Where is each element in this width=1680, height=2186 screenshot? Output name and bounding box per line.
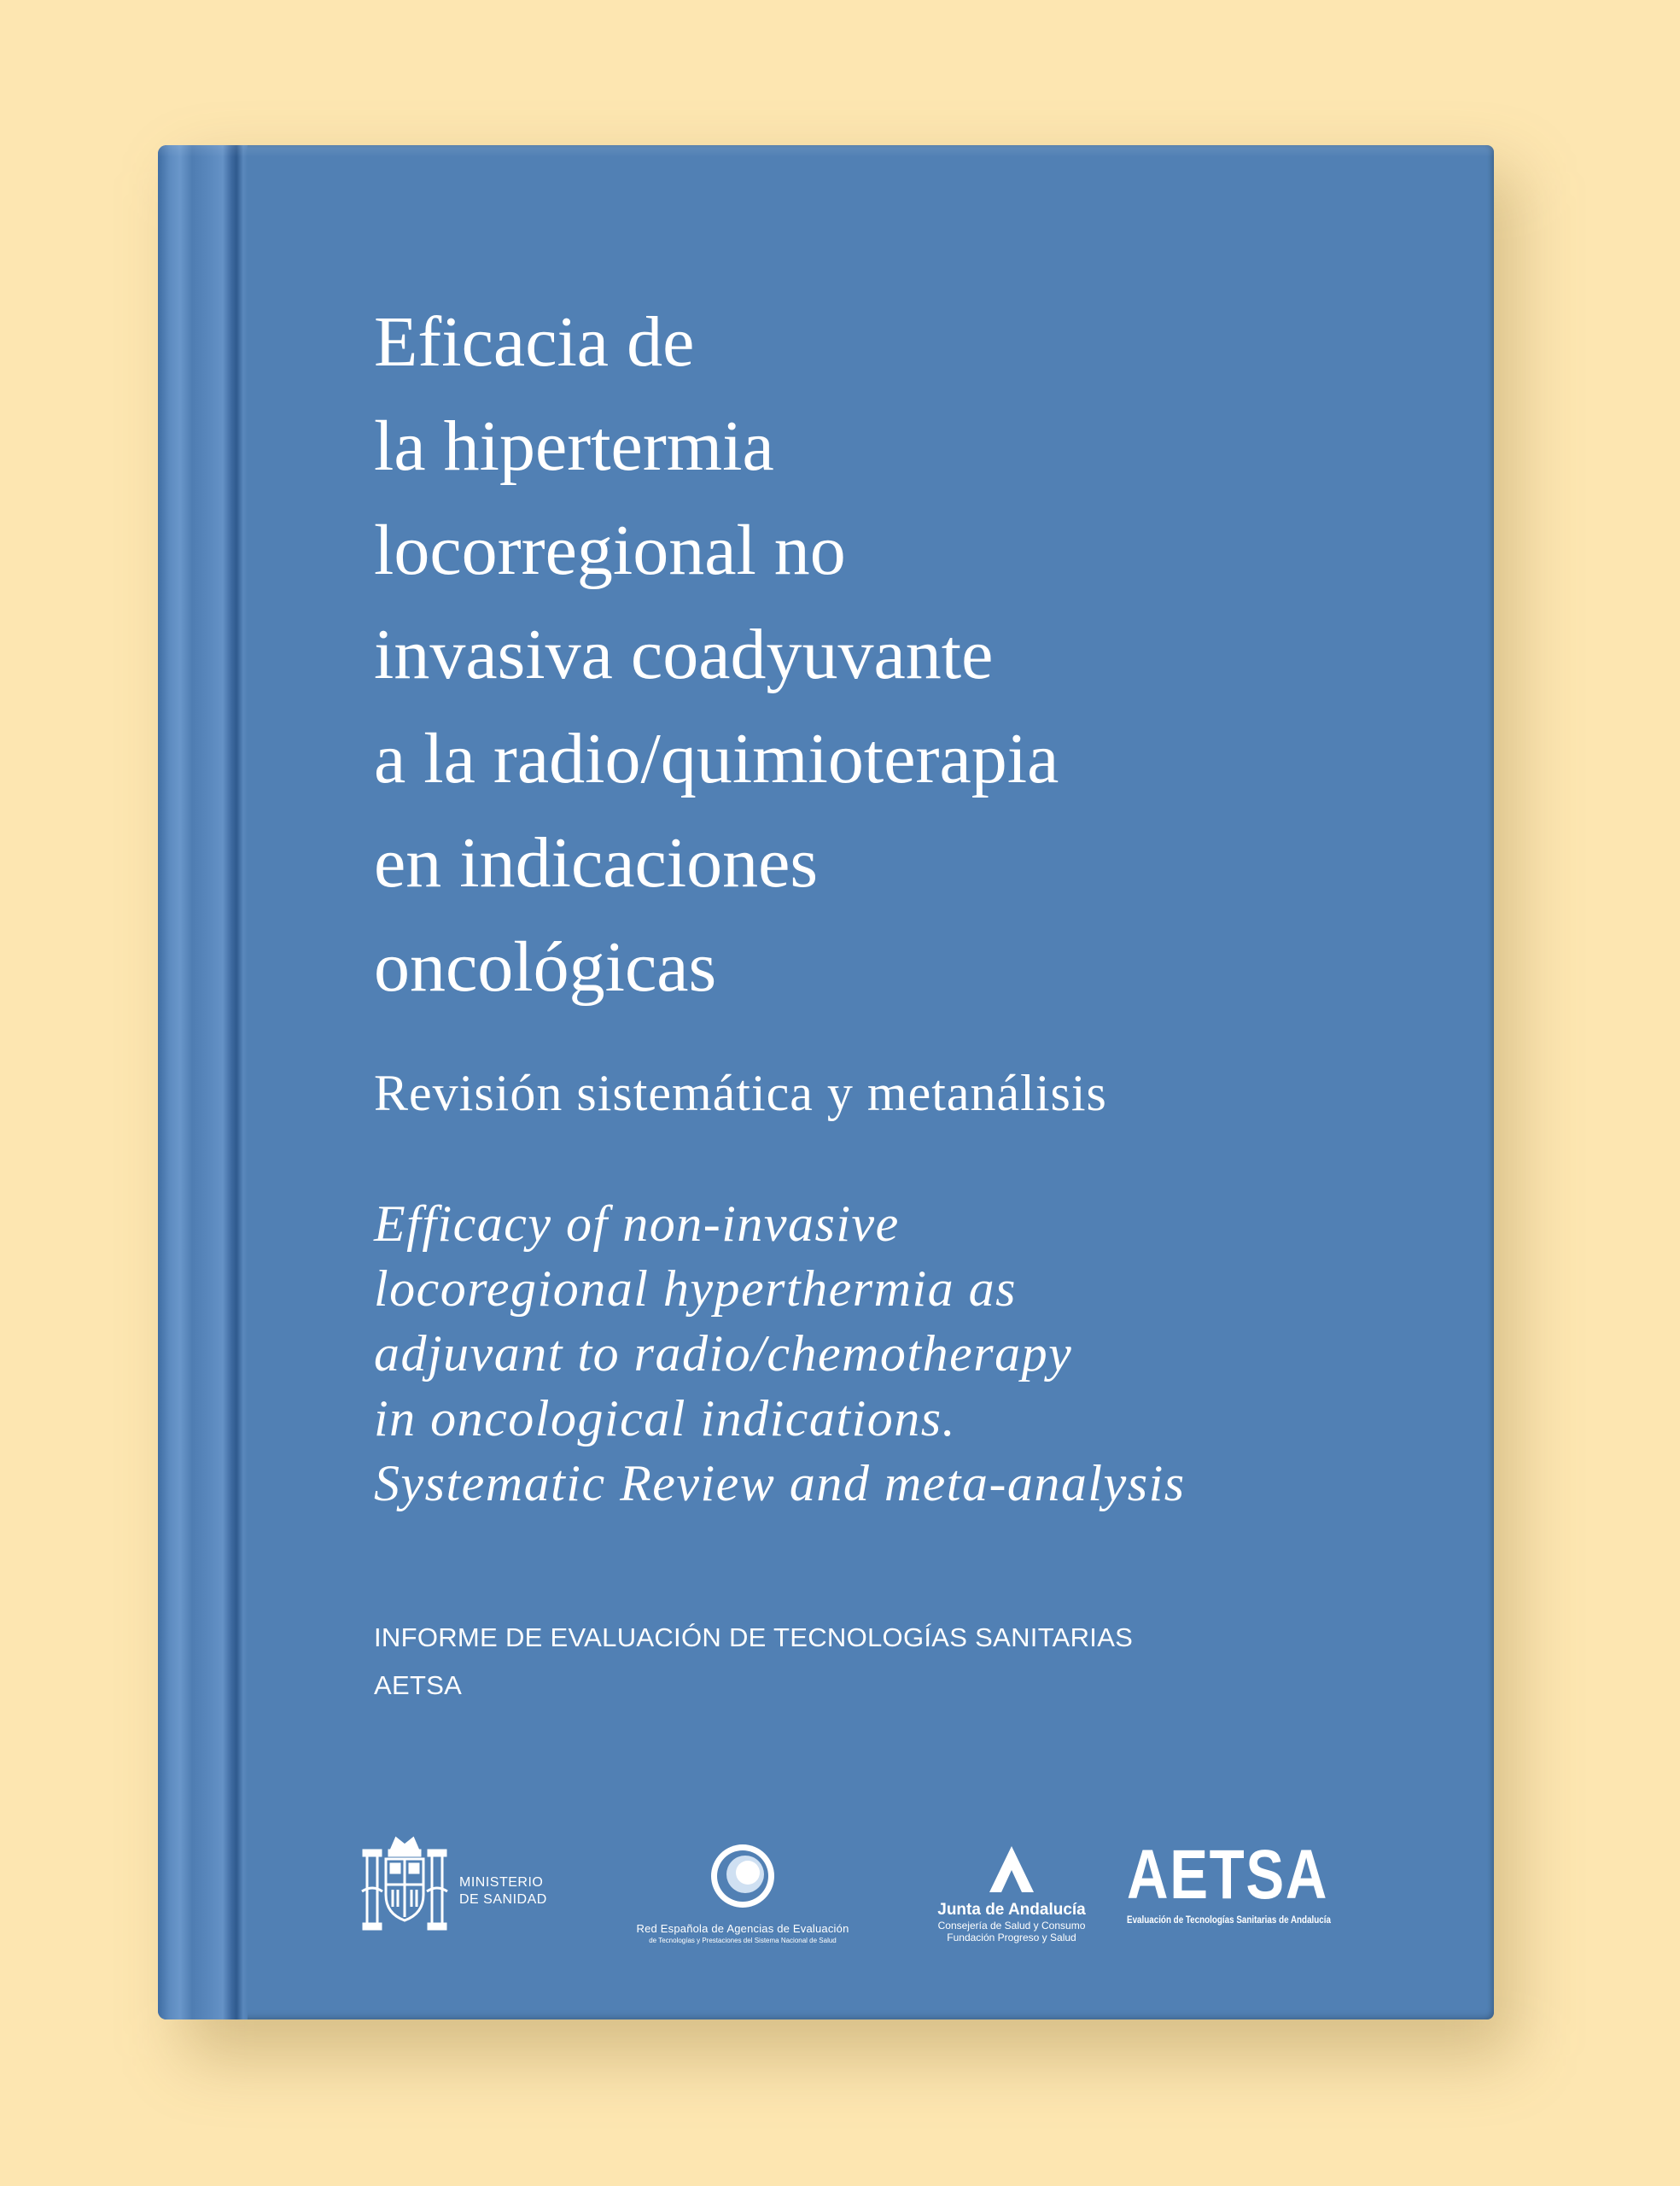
coat-of-arms-icon <box>359 1832 451 1932</box>
report-type-label: INFORME DE EVALUACIÓN DE TECNOLOGÍAS SANITARIAS <box>374 1622 1134 1652</box>
report-type <box>374 1614 1133 1710</box>
logo-strip <box>359 1832 1383 1960</box>
aetsa-wordmark: AETSA <box>1127 1836 1329 1914</box>
junta-consejeria: Consejería de Salud y Consumo <box>937 1920 1086 1932</box>
junta-name: Junta de Andalucía <box>937 1901 1086 1919</box>
title-line: oncológicas <box>374 927 717 1007</box>
ministerio-label: MINISTERIO DE SANIDAD <box>459 1875 547 1907</box>
title-line: en indicaciones <box>374 823 819 903</box>
title-en-line: Systematic Review and meta-analysis <box>374 1455 1186 1511</box>
title-en-line: adjuvant to radio/chemotherapy <box>374 1325 1073 1382</box>
circle-emblem-icon <box>707 1840 779 1912</box>
cover-title-en <box>374 1191 1186 1516</box>
title-line: la hipertermia <box>374 406 774 486</box>
red-espanola-label: Red Española de Agencias de Evaluación <box>636 1922 849 1935</box>
a-arch-icon <box>988 1844 1035 1894</box>
title-line: a la radio/quimioterapia <box>374 719 1059 798</box>
logo-red-espanola <box>606 1840 879 1944</box>
title-en-line: Efficacy of non-invasive <box>374 1195 900 1252</box>
logo-junta-andalucia <box>913 1844 1110 1943</box>
logo-ministerio <box>359 1832 563 1938</box>
title-en-line: in oncological indications. <box>374 1390 957 1447</box>
title-line: invasiva coadyuvante <box>374 615 994 694</box>
title-en-line: locoregional hyperthermia as <box>374 1260 1018 1317</box>
title-line: locorregional no <box>374 511 846 590</box>
book-cover <box>158 145 1494 2019</box>
junta-fundacion: Fundación Progreso y Salud <box>947 1932 1076 1943</box>
red-espanola-sublabel: de Tecnologías y Prestaciones del Sistema Nacional de Salud <box>649 1937 837 1944</box>
aetsa-sublabel: Evaluación de Tecnologías Sanitarias de Andalucía <box>1127 1914 1331 1926</box>
cover-subtitle-es: Revisión sistemática y metanálisis <box>374 1065 1107 1121</box>
cover-title-es <box>374 290 1398 1020</box>
book-spine <box>158 145 248 2019</box>
report-series-label: AETSA <box>374 1670 463 1700</box>
title-line: Eficacia de <box>374 302 695 382</box>
logo-aetsa <box>1127 1836 1349 1938</box>
